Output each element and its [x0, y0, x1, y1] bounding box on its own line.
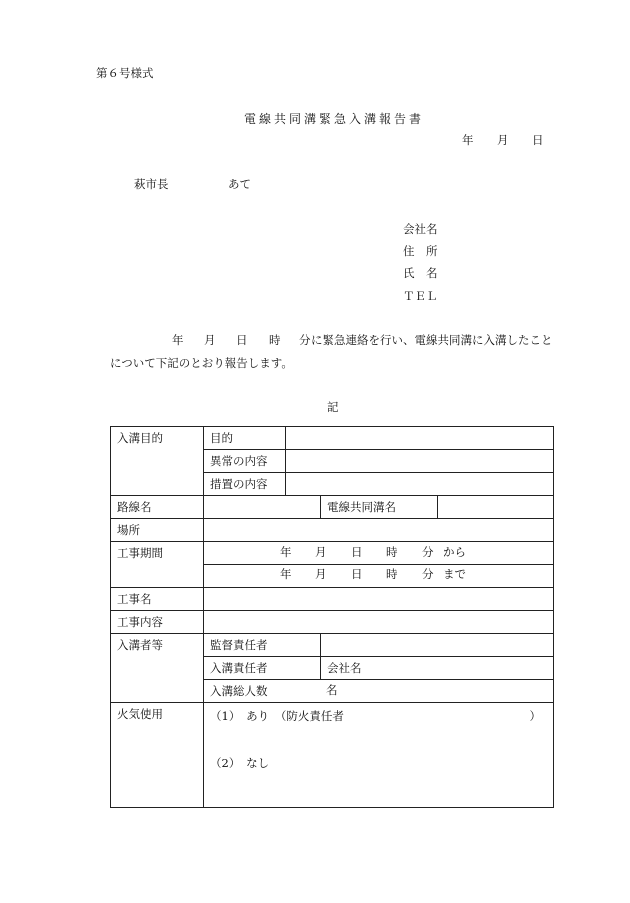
period-from-suffix: から — [443, 545, 466, 559]
period-from-day: 日 — [351, 545, 363, 559]
fire-use-field[interactable] — [204, 703, 554, 808]
period-from-year: 年 — [280, 545, 292, 559]
period-until-hour: 時 — [386, 567, 398, 581]
period-until-month: 月 — [315, 567, 327, 581]
date-year-label: 年 — [462, 133, 474, 147]
body-line2-text: について下記のとおり報告します。 — [110, 356, 293, 370]
applicant-name-label: 氏 名 — [403, 266, 438, 280]
body-month-unit: 月 — [204, 333, 216, 347]
period-from-month: 月 — [315, 545, 327, 559]
body-minute-unit: 分 — [299, 333, 311, 347]
body-day-unit: 日 — [236, 333, 248, 347]
report-table — [110, 426, 554, 808]
fire-use-no-option: （2） なし — [210, 756, 270, 770]
table-row — [111, 519, 554, 542]
location-label: 場所 — [111, 519, 204, 542]
ki-heading: 記 — [327, 400, 339, 414]
body-hour-unit: 時 — [269, 333, 281, 347]
table-row — [111, 542, 554, 565]
table-row — [111, 588, 554, 611]
work-name-field[interactable] — [204, 588, 554, 611]
route-name-label: 路線名 — [111, 496, 204, 519]
period-until-suffix: まで — [443, 567, 466, 581]
measures-field[interactable] — [286, 473, 554, 496]
date-month-label: 月 — [497, 133, 509, 147]
addressee-suffix: あて — [228, 177, 251, 191]
persons-unit: 名 — [326, 683, 338, 697]
entry-manager-company-field[interactable] — [321, 657, 554, 680]
abnormal-label: 異常の内容 — [204, 450, 286, 473]
purpose-section-label: 入溝目的 — [111, 427, 204, 496]
supervisor-field[interactable] — [321, 634, 554, 657]
table-row — [111, 634, 554, 657]
period-from-minute: 分 — [422, 545, 434, 559]
document-title: 電線共同溝緊急入溝報告書 — [244, 112, 425, 126]
period-until-field[interactable] — [204, 565, 554, 588]
location-field[interactable] — [204, 519, 554, 542]
work-content-field[interactable] — [204, 611, 554, 634]
period-until-year: 年 — [280, 567, 292, 581]
duct-name-field[interactable] — [438, 496, 554, 519]
route-name-field[interactable] — [204, 496, 321, 519]
purpose-label: 目的 — [204, 427, 286, 450]
table-row — [111, 611, 554, 634]
period-until-minute: 分 — [422, 567, 434, 581]
abnormal-field[interactable] — [286, 450, 554, 473]
work-name-label: 工事名 — [111, 588, 204, 611]
fire-use-label: 火気使用 — [111, 703, 204, 808]
body-line1-text: に緊急連絡を行い、電線共同溝に入溝したこと — [311, 333, 553, 347]
supervisor-label: 監督責任者 — [204, 634, 321, 657]
entrants-label: 入溝者等 — [111, 634, 204, 703]
duct-name-label: 電線共同溝名 — [321, 496, 438, 519]
total-entrants-field[interactable] — [204, 680, 554, 703]
date-day-label: 日 — [532, 133, 544, 147]
period-from-hour: 時 — [386, 545, 398, 559]
form-number: 第６号様式 — [96, 66, 154, 80]
total-entrants-label: 入溝総人数 — [210, 684, 268, 698]
addressee-name: 萩市長 — [134, 177, 169, 191]
entry-manager-company-label: 会社名 — [327, 661, 362, 675]
period-until-day: 日 — [351, 567, 363, 581]
table-row — [111, 703, 554, 808]
applicant-tel-label: ＴＥＬ — [403, 289, 438, 303]
purpose-field[interactable] — [286, 427, 554, 450]
fire-use-yes-option: （1） あり （防火責任者 — [210, 709, 344, 723]
fire-use-close-paren: ） — [529, 709, 542, 723]
table-row — [111, 427, 554, 450]
period-from-field[interactable] — [204, 542, 554, 565]
work-content-label: 工事内容 — [111, 611, 204, 634]
period-label: 工事期間 — [111, 542, 204, 588]
table-row — [111, 496, 554, 519]
applicant-company-label: 会社名 — [403, 222, 438, 236]
body-year-unit: 年 — [172, 333, 184, 347]
applicant-address-label: 住 所 — [403, 244, 438, 258]
measures-label: 措置の内容 — [204, 473, 286, 496]
entry-manager-label: 入溝責任者 — [204, 657, 321, 680]
